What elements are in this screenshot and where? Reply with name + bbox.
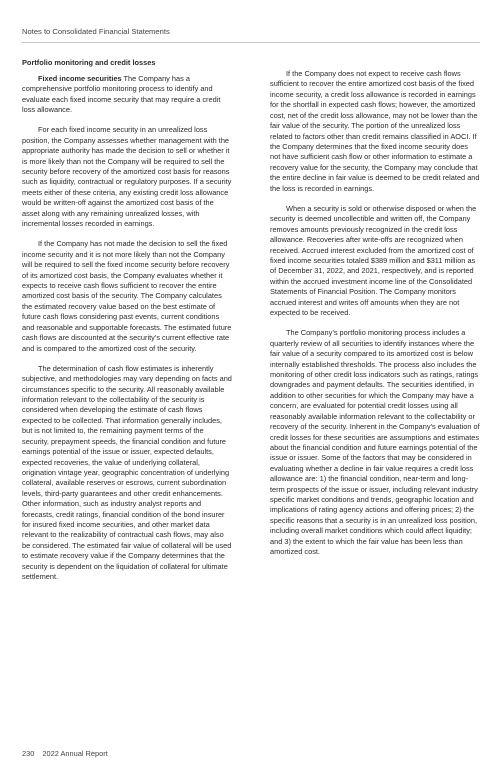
paragraph: If the Company does not expect to receive cash flows sufficient to recover the entire amortized cost basis of the fixed income security, a credit loss allowance is recorded in earnings for the shortfall in expected cash flows; however, the amortized cost, net of the credit loss allowance, may not be lower than the fair value of the security. The portion of the unrealized loss related to factors other than credit remains classified in AOCI. If the Company determines that the fixed income security does not have sufficient cash flow or other information to estimate a recovery value for the security, the Company may conclude that the entire decline in fair value is deemed to be credit related and the loss is recorded in earnings. (270, 69, 480, 193)
left-column (22, 58, 232, 592)
section-title: Portfolio monitoring and credit losses (22, 58, 156, 67)
right-column (270, 69, 480, 567)
running-header: Notes to Consolidated Financial Statements (22, 27, 170, 36)
paragraph-fixed-income (22, 74, 232, 116)
page-number: 230 (22, 749, 35, 758)
paragraph: The determination of cash flow estimates is inherently subjective, and methodologies may vary depending on facts and circumstances specific to the security. All reasonably available information relevant to the collectability of the security is considered when developing the estimate of cash flows expected to be collected. That information generally includes, but is not limited to, the remaining payment terms of the security, prepayment speeds, the financial condition and future earnings potential of the issue or issuer, expected defaults, expected recoveries, the value of underlying collateral, origination vintage year, geographic concentration of underlying collateral, available reserves or escrows, current subordination levels, third-party guarantees and other credit enhancements. Other information, such as industry analyst reports and forecasts, credit ratings, financial condition of the bond insurer for insured fixed income securities, and other market data relevant to the realizability of contractual cash flows, may also be considered. The estimated fair value of collateral will be used to estimate recovery value if the Company determines that the security is dependent on the liquidation of collateral for ultimate settlement. (22, 363, 232, 582)
paragraph-text: The Company has a comprehensive portfolio monitoring process to identify and evaluate each fixed income security that may require a credit loss allowance. (22, 73, 221, 115)
report-name: 2022 Annual Report (42, 749, 108, 758)
header-divider (22, 42, 480, 43)
paragraph: The Company’s portfolio monitoring process includes a quarterly review of all securities to identify instances where the fair value of a security compared to its amortized cost is below internally established thresholds. The process also includes the monitoring of other credit loss indicators such as ratings, ratings downgrades and payment defaults. The securities identified, in addition to other securities for which the Company may have a concern, are evaluated for potential credit losses using all reasonably available information relevant to the collectability or recovery of the security. Inherent in the Company’s evaluation of credit losses for these securities are assumptions and estimates about the financial condition and future earnings potential of the issue or issuer. Some of the factors that may be considered in evaluating whether a decline in fair value requires a credit loss allowance are: 1) the financial condition, near-term and long-term prospects of the issue or issuer, including relevant industry specific market conditions and trends, geographic location and implications of rating agency actions and offering prices; 2) the specific reasons that a security is in an unrealized loss position, including overall market conditions which could affect liquidity; and 3) the extent to which the fair value has been less than amortized cost. (270, 328, 480, 557)
inline-heading: Fixed income securities (38, 73, 122, 83)
paragraph: For each fixed income security in an unrealized loss position, the Company assesses whether management with the appropriate authority has made the decision to sell or whether it is more likely than not the Company will be required to sell the security before recovery of the amortized cost basis for reasons such as liquidity, contractual or regulatory purposes. If a security meets either of these criteria, any existing credit loss allowance would be written-off against the amortized cost basis of the asset along with any remaining unrealized losses, with incremental losses recorded in earnings. (22, 125, 232, 229)
page-footer (22, 749, 108, 758)
paragraph: When a security is sold or otherwise disposed or when the security is deemed uncollectible and written off, the Company removes amounts previously recognized in the credit loss allowance. Recoveries after write-offs are recognized when received. Accrued interest excluded from the amortized cost of fixed income securities totaled $389 million and $311 million as of December 31, 2022, and 2021, respectively, and is reported within the accrued investment income line of the Consolidated Statements of Financial Position. The Company monitors accrued interest and writes off amounts when they are not expected to be received. (270, 203, 477, 318)
paragraph: If the Company has not made the decision to sell the fixed income security and it is not more likely than not the Company will be required to sell the fixed income security before recovery of its amortized cost basis, the Company evaluates whether it expects to receive cash flows sufficient to recover the entire amortized cost basis of the security. The Company calculates the estimated recovery value based on the best estimate of future cash flows considering past events, current conditions and reasonable and supportable forecasts. The estimated future cash flows are discounted at the security’s current effective rate and is compared to the amortized cost of the security. (22, 239, 232, 353)
